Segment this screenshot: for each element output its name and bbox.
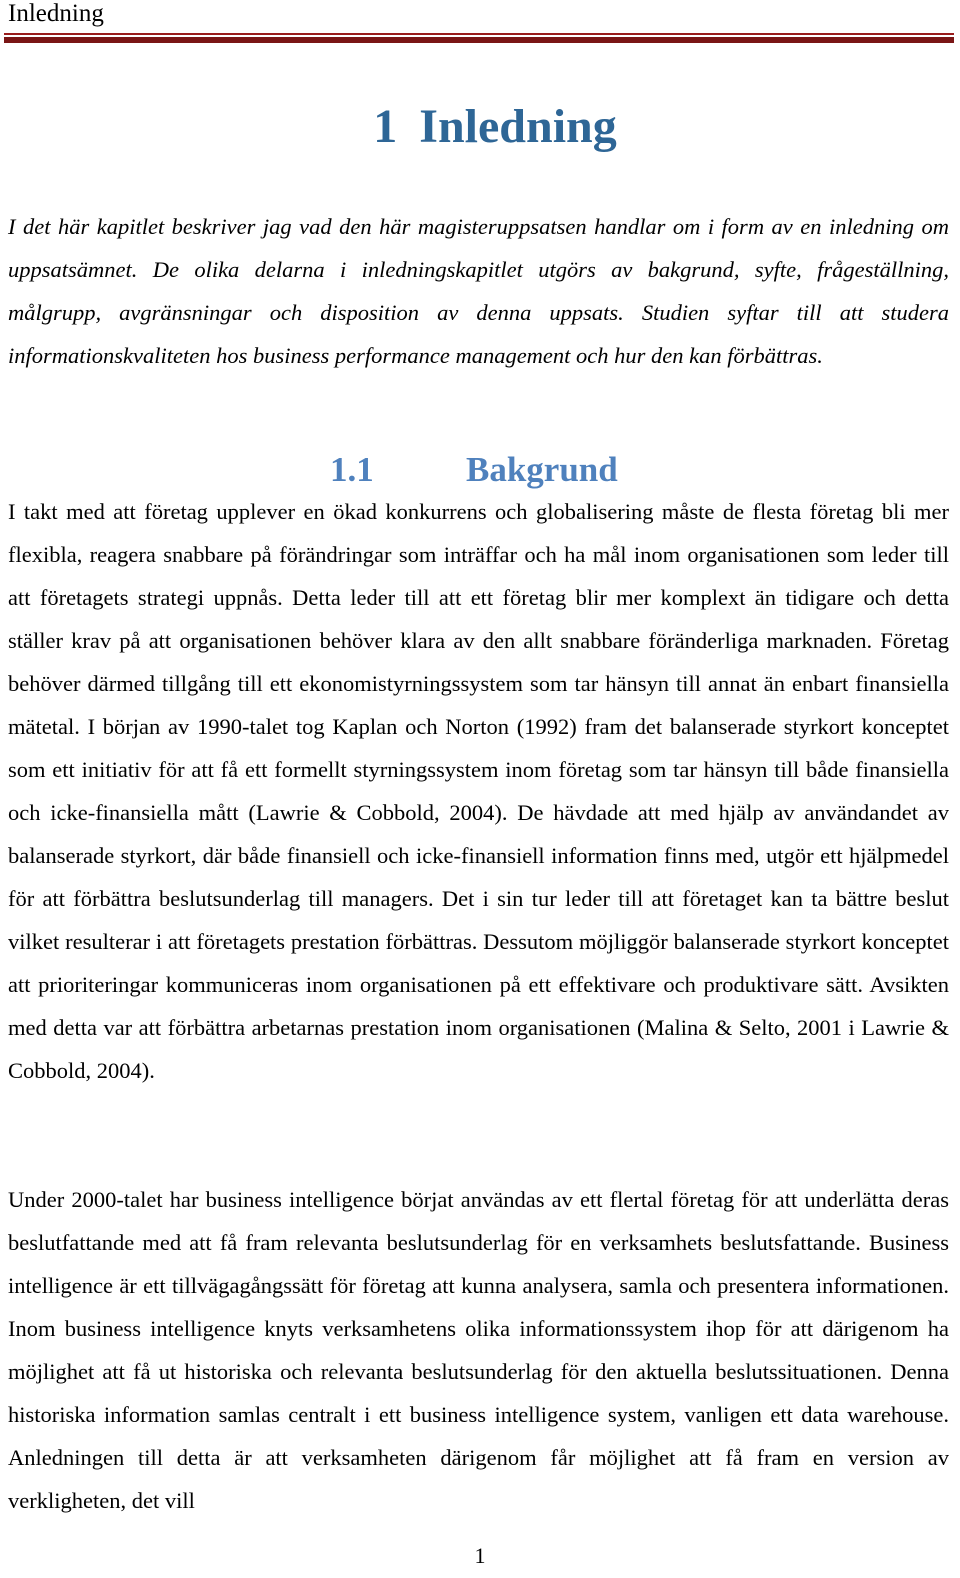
section-title: Bakgrund: [466, 450, 618, 489]
background-paragraph-2: Under 2000-talet har business intelligence börjat användas av ett flertal företag för att underlätta deras beslutfattande med att få fram relevanta beslutsunderlag för en verksamhets beslutsfattande. Business intelligence är ett tillvägagångssätt för företag att kunna analysera, samla och presentera informationen. Inom business intelligence knyts verksamhetens olika informationssystem ihop för att därigenom ha möjlighet att få ut historiska och relevanta beslutsunderlag för den aktuella beslutssituationen. Denna historiska information samlas centralt i ett business intelligence system, vanligen ett data warehouse. Anledningen till detta är att verksamheten därigenom får möjlighet att få fram en version av verkligheten, det vill: [8, 1187, 949, 1513]
chapter-title-text: Inledning: [419, 100, 617, 153]
chapter-title: [0, 98, 960, 156]
page-number: 1: [474, 1543, 486, 1568]
header-rule-thin: [4, 33, 954, 35]
background-paragraph-1: I takt med att företag upplever en ökad konkurrens och globalisering måste de flesta företag bli mer flexibla, reagera snabbare på förändringar som inträffar och ha mål inom organisationen som leder till att företagets strategi uppnås. Detta leder till att ett företag blir mer komplext än tidigare och detta ställer krav på att organisationen behöver klara av den allt snabbare föränderliga marknaden. Företag behöver därmed tillgång till ett ekonomistyrningssystem som tar hänsyn till annat än enbart finansiella mätetal. I början av 1990-talet tog Kaplan och Norton (1992) fram det balanserade styrkort konceptet som ett initiativ för att få ett formellt styrningssystem inom företag som tar hänsyn till både finansiella och icke-finansiella mått (Lawrie & Cobbold, 2004). De hävdade att med hjälp av användandet av balanserade styrkort, där både finansiell och icke-finansiell information finns med, utgör ett hjälpmedel för att förbättra beslutsunderlag till managers. Det i sin tur leder till att företaget kan ta bättre beslut vilket resulterar i att företagets prestation förbättras. Dessutom möjliggör balanserade styrkort konceptet att prioriteringar kommuniceras inom organisationen på ett effektivare och produktivare sätt. Avsikten med detta var att förbättra arbetarnas prestation inom organisationen (Malina & Selto, 2001 i Lawrie & Cobbold, 2004).: [8, 499, 949, 1083]
intro-paragraph: I det här kapitlet beskriver jag vad den här magisteruppsatsen handlar om i form av en inledning om uppsatsämnet. De olika delarna i inledningskapitlet utgörs av bakgrund, syfte, frågeställning, målgrupp, avgränsningar och disposition av denna uppsats. Studien syftar till att studera informationskvaliteten hos business performance management och hur den kan förbättras.: [8, 214, 949, 368]
chapter-number: 1: [373, 100, 398, 153]
running-header: Inledning: [8, 0, 104, 27]
section-number: 1.1: [330, 450, 374, 489]
section-heading: [0, 449, 960, 491]
header-rule-thick: [4, 37, 954, 43]
